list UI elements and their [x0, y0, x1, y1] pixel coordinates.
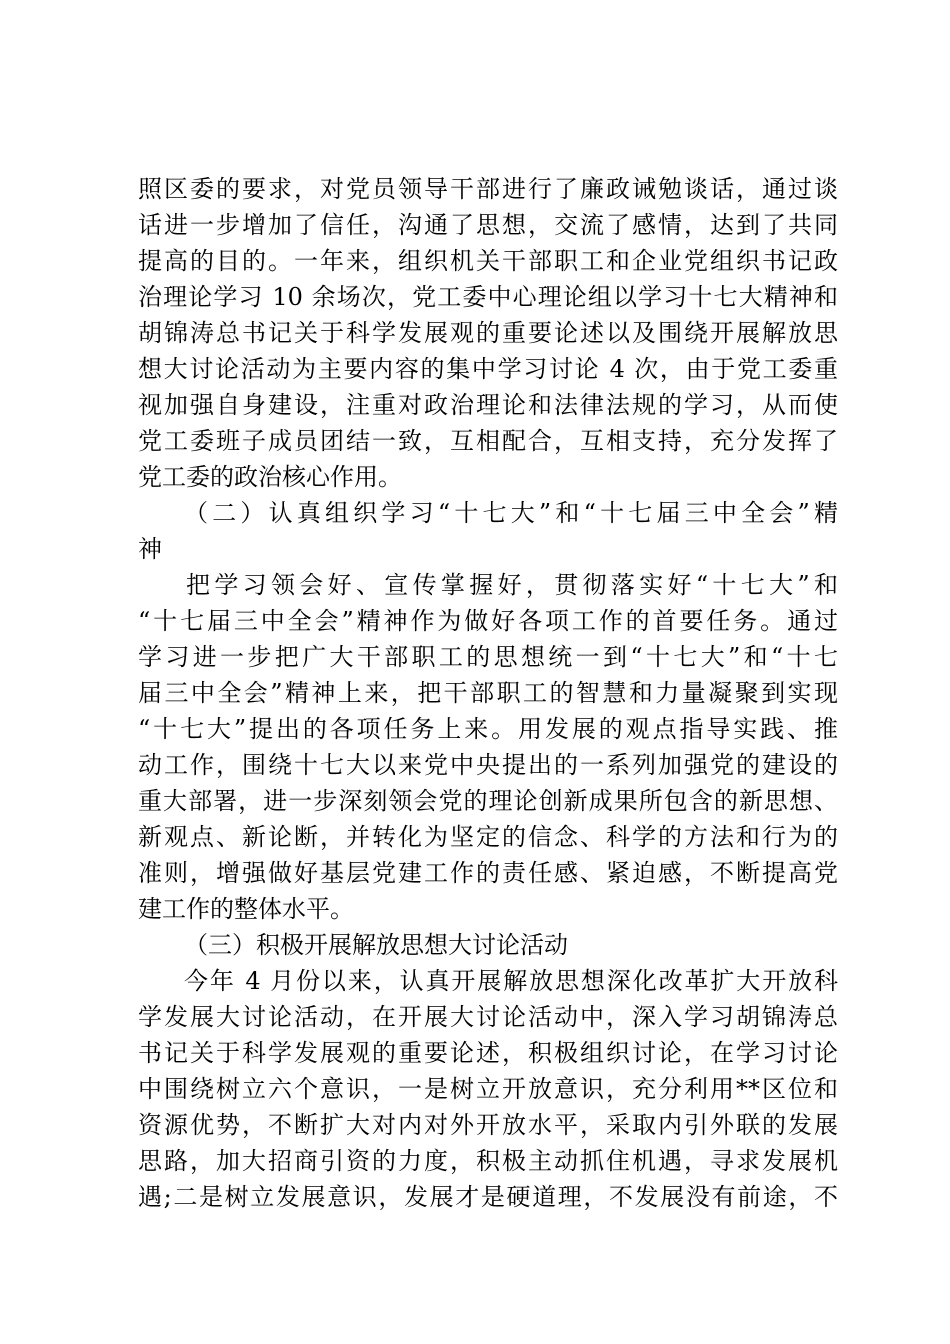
text-line: 建工作的整体水平。 — [138, 895, 354, 923]
text-line: “十七届三中全会”精神作为做好各项工作的首要任务。通过 — [138, 607, 838, 635]
heading-line: （二）认真组织学习“十七大”和“十七届三中全会”精 — [184, 499, 838, 527]
heading-line: 神 — [138, 535, 162, 563]
text-line: 中围绕树立六个意识，一是树立开放意识，充分利用**区位和 — [138, 1075, 838, 1103]
text-line: 届三中全会”精神上来，把干部职工的智慧和力量凝聚到实现 — [138, 679, 838, 707]
text-line: 提高的目的。一年来，组织机关干部职工和企业党组织书记政 — [138, 247, 838, 275]
text-line: 视加强自身建设，注重对政治理论和法律法规的学习，从而使 — [138, 391, 838, 419]
text-line: 资源优势，不断扩大对内对外开放水平，采取内引外联的发展 — [138, 1111, 838, 1139]
text-line: 把学习领会好、宣传掌握好，贯彻落实好“十七大”和 — [186, 571, 838, 599]
text-line: 话进一步增加了信任，沟通了思想，交流了感情，达到了共同 — [138, 211, 838, 239]
text-line: 党工委的政治核心作用。 — [138, 463, 402, 491]
text-line: 治理论学习 10 余场次，党工委中心理论组以学习十七大精神和 — [138, 283, 838, 311]
text-line: 思路，加大招商引资的力度，积极主动抓住机遇，寻求发展机 — [138, 1147, 838, 1175]
text-line: 动工作，围绕十七大以来党中央提出的一系列加强党的建设的 — [138, 751, 838, 779]
text-line: 党工委班子成员团结一致，互相配合，互相支持，充分发挥了 — [138, 427, 838, 455]
text-line: 照区委的要求，对党员领导干部进行了廉政诫勉谈话，通过谈 — [138, 175, 838, 203]
text-line: 书记关于科学发展观的重要论述，积极组织讨论，在学习讨论 — [138, 1039, 838, 1067]
text-line: 遇;二是树立发展意识，发展才是硬道理，不发展没有前途，不 — [138, 1183, 838, 1211]
text-line: 今年 4 月份以来，认真开展解放思想深化改革扩大开放科 — [184, 967, 838, 995]
text-line: 新观点、新论断，并转化为坚定的信念、科学的方法和行为的 — [138, 823, 838, 851]
text-line: 准则，增强做好基层党建工作的责任感、紧迫感，不断提高党 — [138, 859, 838, 887]
text-line: “十七大”提出的各项任务上来。用发展的观点指导实践、推 — [138, 715, 838, 743]
text-line: 胡锦涛总书记关于科学发展观的重要论述以及围绕开展解放思 — [138, 319, 838, 347]
section-heading-3: （三）积极开展解放思想大讨论活动 — [184, 931, 568, 959]
text-line: 学习进一步把广大干部职工的思想统一到“十七大”和“十七 — [138, 643, 838, 671]
text-line: 想大讨论活动为主要内容的集中学习讨论 4 次，由于党工委重 — [138, 355, 838, 383]
text-line: 学发展大讨论活动，在开展大讨论活动中，深入学习胡锦涛总 — [138, 1003, 838, 1031]
text-line: 重大部署，进一步深刻领会党的理论创新成果所包含的新思想、 — [138, 787, 838, 815]
